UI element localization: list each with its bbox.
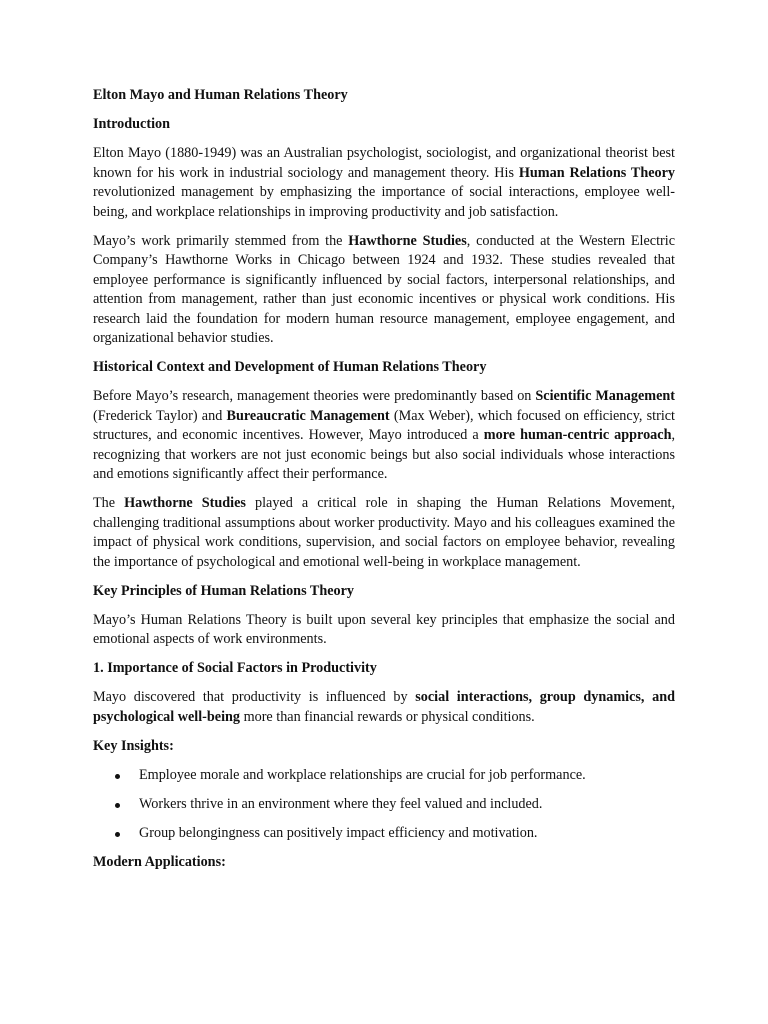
list-item — [93, 766, 675, 786]
text-run: more than financial rewards or physical conditions. — [240, 708, 535, 725]
intro-paragraph-2 — [93, 232, 675, 349]
text-run: Mayo discovered that productivity is influenced by — [93, 689, 416, 705]
text-run: Elton Mayo (1880-1949) was an Australian psychologist, sociologist, and organizational theorist best known for his work in industrial sociology and management theory. His — [93, 145, 675, 181]
bold-term: Bureaucratic Management — [226, 407, 390, 424]
bold-term: more human-centric approach — [483, 427, 672, 443]
history-paragraph-2 — [93, 494, 675, 572]
history-paragraph-1 — [93, 387, 675, 485]
text-run: Before Mayo’s research, management theories were predominantly based on — [93, 388, 536, 404]
text-run: played a critical role in shaping the Human Relations Movement, challenging traditional assumptions about worker productivity. Mayo and his colleagues examined the impact of physical work conditions, supervision, and social factors on employee behavior, revealing the importance of psychological and emotional well-being in workplace management. — [93, 495, 675, 570]
bullet-icon — [115, 803, 120, 808]
list-item-text: Group belongingness can positively impact efficiency and motivation. — [139, 824, 538, 841]
bold-term: Human Relations Theory — [518, 164, 675, 181]
key-insights-heading: Key Insights: — [93, 737, 174, 754]
introduction-heading: Introduction — [93, 116, 170, 132]
historical-context-heading: Historical Context and Development of Human Relations Theory — [93, 359, 487, 375]
key-insights-list — [93, 766, 675, 844]
text-run: Mayo’s work primarily stemmed from the — [93, 232, 349, 249]
list-item — [93, 795, 675, 815]
list-item-text: Employee morale and workplace relationships are crucial for job performance. — [139, 766, 586, 783]
bold-term: Hawthorne Studies — [348, 232, 467, 249]
bullet-icon — [115, 832, 120, 837]
bold-term: Scientific Management — [535, 388, 675, 404]
bullet-icon — [115, 774, 120, 779]
text-run: (Max Weber), which focused on efficiency, strict structures, and economic incentives. However, Mayo introduced a — [93, 407, 675, 443]
text-run: , conducted at the Western Electric Company’s Hawthorne Works in Chicago between 1924 and 1932. These studies revealed that employee performance is significantly influenced by social factors, interpersonal relationships, and attention from management, rather than just economic incentives or physical work conditions. His research laid the foundation for modern human resource management, employee engagement, and organizational behavior studies. — [93, 232, 675, 346]
text-run: The — [93, 495, 125, 511]
bold-term: Hawthorne Studies — [124, 495, 246, 511]
key-principles-heading: Key Principles of Human Relations Theory — [93, 582, 355, 599]
list-item-text: Workers thrive in an environment where they feel valued and included. — [139, 795, 543, 812]
text-run: , recognizing that workers are not just economic beings but also social individuals whose interactions and emotions significantly affect their performance. — [93, 427, 676, 482]
modern-applications-heading: Modern Applications: — [93, 853, 226, 870]
document-title: Elton Mayo and Human Relations Theory — [93, 87, 348, 103]
section-1-heading: 1. Importance of Social Factors in Productivity — [93, 660, 377, 676]
list-item — [93, 824, 675, 844]
intro-paragraph-1 — [93, 144, 675, 222]
text-run: (Frederick Taylor) and — [93, 407, 227, 424]
bold-term: social interactions, group dynamics, and psychological well-being — [93, 689, 675, 725]
text-run: revolutionized management by emphasizing the importance of social interactions, employee well-being, and workplace relationships in improving productivity and job satisfaction. — [93, 184, 675, 220]
principles-paragraph: Mayo’s Human Relations Theory is built upon several key principles that emphasize the social and emotional aspects of work environments. — [93, 611, 675, 647]
section-1-paragraph — [93, 688, 675, 727]
